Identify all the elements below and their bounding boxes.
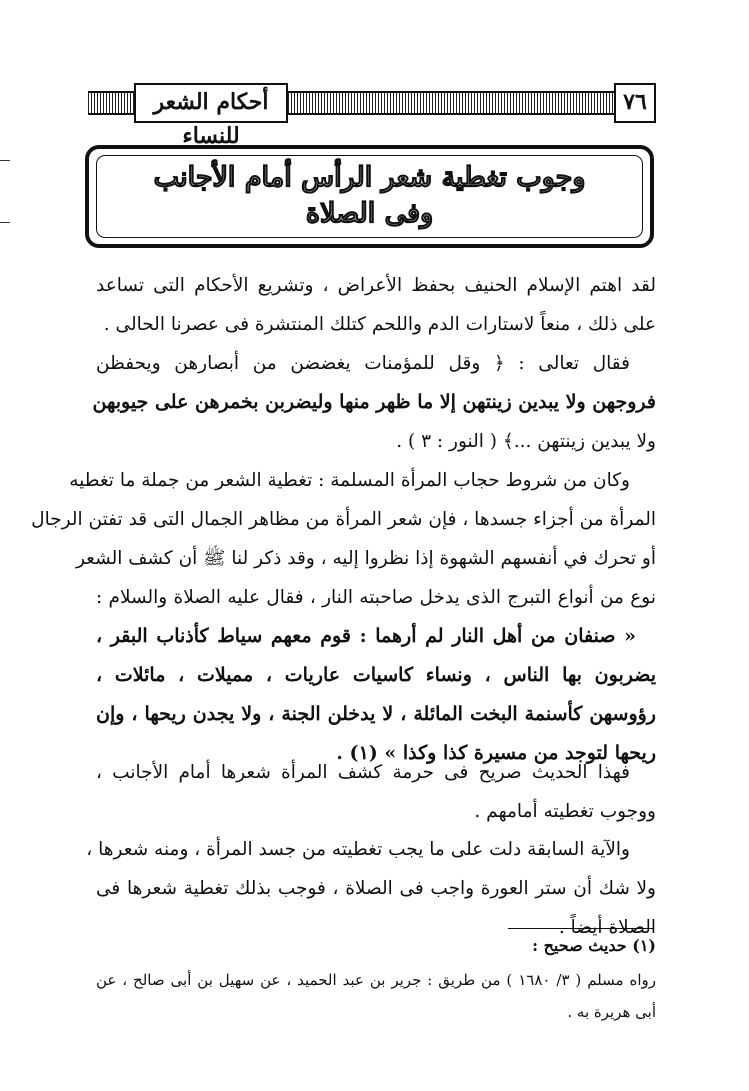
margin-mark-bottom [0,222,10,223]
paragraph-hijab-conditions [31,461,656,617]
paragraph-intro [96,266,656,344]
page-number: ٧٦ [614,83,656,123]
text-line: وكان من شروط حجاب المرأة المسلمة : تغطية الشعر من جملة ما تغطيه [69,470,630,491]
book-title: أحكام الشعر للنساء [134,83,288,123]
text-line: ووجوب تغطيته أمامهم . [474,801,656,822]
text-line: ريحها لتوجد من مسيرة كذا وكذا » (١) . [336,742,656,764]
text-line: فهذا الحديث صريح فى حرمة كشف المرأة شعرها أمام الأجانب ، [96,762,630,783]
paragraph-ruling [96,753,656,831]
text-line: ولا شك أن ستر العورة واجب فى الصلاة ، فوجب بذلك تغطية شعرها فى [96,878,656,899]
text-line: رؤوسهن كأسنمة البخت المائلة ، لا يدخلن الجنة ، ولا يجدن ريحها ، وإن [96,703,656,725]
footnote-heading: (١) حديث صحيح : [532,936,656,955]
text-line: ولا يبدين زينتهن ...﴾ ( النور : ٣ ) . [396,431,656,452]
running-header [88,82,656,149]
text-line: فروجهن ولا يبدين زينتهن إلا ما ظهر منها وليضربن بخمرهن على جيوبهن [92,391,656,413]
footnote-line2: أبى هريرة به . [567,1003,656,1021]
chapter-title-frame [85,145,654,248]
paragraph-quran-verse [92,344,656,461]
text-line: يضربون بها الناس ، ونساء كاسيات عاريات ، مميلات ، مائلات ، [96,664,656,686]
text-line: الصلاة أيضاً . [558,917,656,938]
text-line: المرأة من أجزاء جسدها ، فإن شعر المرأة من مظاهر الجمال التى قد تفتن الرجال [31,509,656,530]
text-line: نوع من أنواع التبرج الذى يدخل صاحبته النار ، فقال عليه الصلاة والسلام : [96,587,656,608]
footnote-line1: رواه مسلم ( ٣/ ١٦٨٠ ) من طريق : جرير بن عبد الحميد ، عن سهيل بن أبى صالح ، عن [96,971,656,989]
header-ornament-middle [288,91,614,115]
header-ornament-left [88,91,134,115]
text-line: فقال تعالى : ﴿ وقل للمؤمنات يغضضن من أبصارهن ويحفظن [96,353,630,374]
text-line: لقد اهتم الإسلام الحنيف بحفظ الأعراض ، وتشريع الأحكام التى تساعد [96,275,656,296]
text-line: على ذلك ، منعاً لاستارات الدم واللحم كتلك المنتشرة فى عصرنا الحالى . [103,314,656,335]
chapter-title-inner-border [96,155,643,238]
text-line: والآية السابقة دلت على ما يجب تغطيته من جسد المرأة ، ومنه شعرها ، [86,839,630,860]
chapter-title-line1: وجوب تغطية شعر الرأس أمام الأجانب [153,162,586,193]
margin-mark-top [0,160,10,161]
footnote-separator [508,928,654,929]
chapter-title-line2: وفى الصلاة [305,198,434,229]
text-line: أو تحرك في أنفسهم الشهوة إذا نظروا إليه ، وقد ذكر لنا ﷺ أن كشف الشعر [75,548,656,569]
text-line: « صنفان من أهل النار لم أرهما : قوم معهم سياط كأذناب البقر ، [96,625,636,647]
paragraph-hadith [96,617,656,773]
